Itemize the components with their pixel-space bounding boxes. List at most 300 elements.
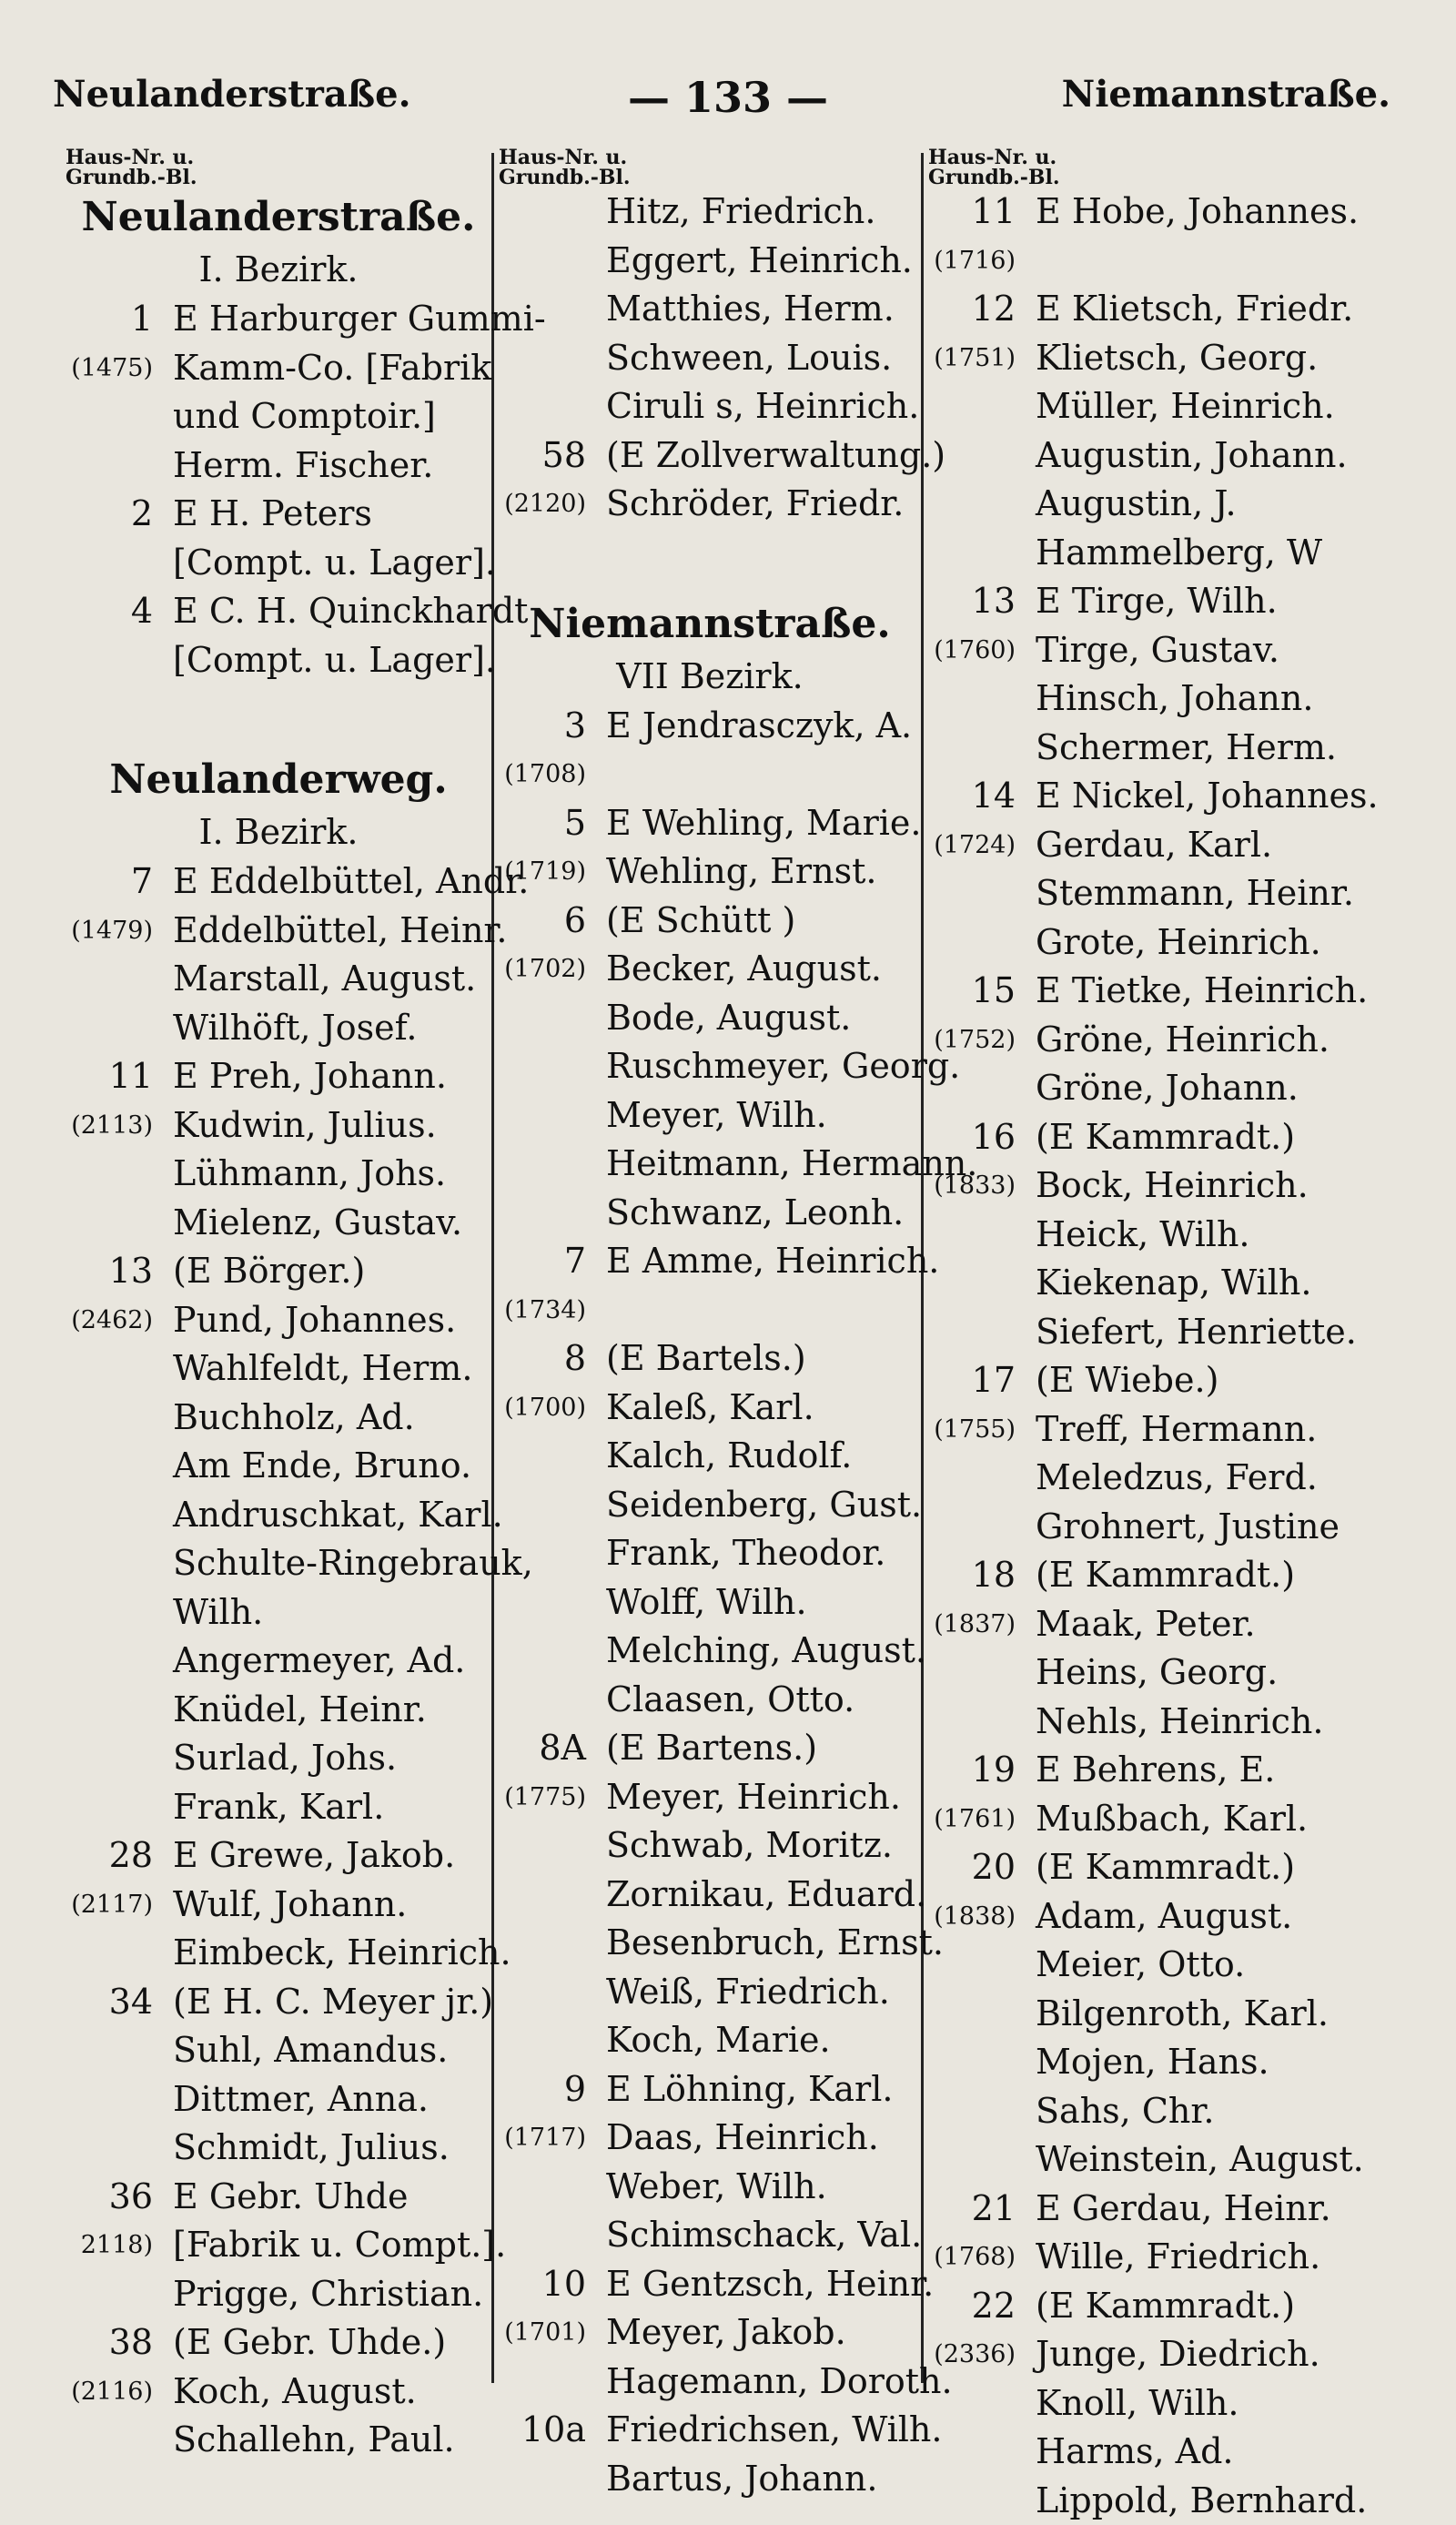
house-number: 2	[66, 490, 162, 539]
resident-name: Eggert, Heinrich.	[595, 237, 913, 286]
entry-line	[66, 2368, 491, 2417]
resident-name: Seidenberg, Gust.	[595, 1481, 922, 1530]
entry-line	[66, 1101, 491, 1151]
column-2	[499, 147, 921, 2396]
entry-line	[499, 2016, 921, 2065]
house-number: (1702)	[499, 945, 595, 994]
house-number: (2113)	[66, 1101, 162, 1151]
entry-line	[499, 1919, 921, 1968]
resident-name: Eimbeck, Heinrich.	[162, 1929, 511, 1978]
entry-line	[499, 1384, 921, 1433]
resident-name: (E Schütt )	[595, 897, 795, 946]
entry-line	[66, 1394, 491, 1443]
resident-name: Am Ende, Bruno.	[162, 1442, 471, 1491]
entry-line	[66, 1491, 491, 1540]
resident-name: Nehls, Heinrich.	[1025, 1698, 1323, 1747]
resident-name: Bilgenroth, Karl.	[1025, 1990, 1329, 2039]
entry-line	[66, 1052, 491, 1101]
resident-name: Mielenz, Gustav.	[162, 1199, 462, 1248]
resident-name: Suhl, Amandus.	[162, 2026, 448, 2075]
entry-line	[928, 1648, 1392, 1698]
entry-line	[499, 1578, 921, 1628]
entry-line	[499, 2260, 921, 2309]
resident-name: Besenbruch, Ernst.	[595, 1919, 944, 1968]
resident-name: Dittmer, Anna.	[162, 2075, 429, 2124]
house-number	[928, 1211, 1025, 1260]
house-number	[499, 237, 595, 286]
house-number	[928, 529, 1025, 578]
entry-line	[928, 1259, 1392, 1308]
entry-line	[66, 636, 491, 685]
house-number: (1837)	[928, 1600, 1025, 1649]
entry-line	[499, 702, 921, 751]
house-number	[66, 2026, 162, 2075]
resident-name: Weinstein, August.	[1025, 2135, 1364, 2185]
resident-name: Grote, Heinrich.	[1025, 918, 1321, 968]
entry-list	[499, 702, 921, 2504]
entry-line	[66, 441, 491, 491]
resident-name: E Hobe, Johannes.	[1025, 188, 1359, 237]
house-number: 8	[499, 1334, 595, 1384]
house-number: (1761)	[928, 1795, 1025, 1844]
house-number	[66, 636, 162, 685]
resident-name: Melching, August.	[595, 1627, 926, 1676]
resident-name: Hagemann, Doroth.	[595, 2358, 953, 2407]
resident-name: Schröder, Friedr.	[595, 480, 904, 529]
entry-line	[499, 2455, 921, 2504]
entry-line	[499, 188, 921, 237]
house-number	[499, 2211, 595, 2260]
house-number	[928, 2135, 1025, 2185]
resident-name: Schallehn, Paul.	[162, 2416, 455, 2465]
resident-name: E Behrens, E.	[1025, 1746, 1275, 1795]
resident-name: Surlad, Johs.	[162, 1734, 397, 1783]
house-number	[66, 1686, 162, 1735]
resident-name: Kiekenap, Wilh.	[1025, 1259, 1311, 1308]
entry-line	[66, 1588, 491, 1638]
house-number	[499, 2016, 595, 2065]
entry-line	[928, 1064, 1392, 1113]
house-number: 22	[928, 2282, 1025, 2331]
house-number	[499, 2358, 595, 2407]
entry-line	[499, 1481, 921, 1530]
running-head-right: Niemannstraße.	[1062, 73, 1390, 116]
resident-name: Müller, Heinrich.	[1025, 382, 1335, 431]
resident-name: Sahs, Chr.	[1025, 2087, 1214, 2136]
house-number	[499, 1091, 595, 1141]
house-number: (1775)	[499, 1773, 595, 1822]
entry-line	[499, 1871, 921, 1920]
house-number	[499, 1189, 595, 1238]
resident-name: und Comptoir.]	[162, 392, 436, 441]
resident-name: Zornikau, Eduard.	[595, 1871, 926, 1920]
entry-line	[499, 480, 921, 529]
house-number: 1	[66, 295, 162, 344]
entry-line	[499, 1286, 921, 1335]
resident-name: Kamm-Co. [Fabrik	[162, 344, 491, 393]
column-1	[66, 147, 491, 2396]
entry-line	[928, 2135, 1392, 2185]
entry-line	[928, 2038, 1392, 2087]
resident-name: Bartus, Johann.	[595, 2455, 877, 2504]
resident-name: [Compt. u. Lager].	[162, 636, 496, 685]
house-number: 34	[66, 1978, 162, 2027]
resident-name: Knoll, Wilh.	[1025, 2379, 1239, 2429]
house-number: 7	[499, 1237, 595, 1286]
house-number: 21	[928, 2185, 1025, 2234]
house-number	[66, 392, 162, 441]
entry-line	[928, 626, 1392, 675]
entry-line	[499, 1091, 921, 1141]
entry-line	[499, 2065, 921, 2114]
entry-line	[66, 2075, 491, 2124]
resident-name: Heick, Wilh.	[1025, 1211, 1250, 1260]
resident-name: Schulte-Ringebrauk,	[162, 1539, 533, 1588]
resident-name: Schween, Louis.	[595, 334, 892, 383]
house-number	[499, 285, 595, 334]
resident-name: E Grewe, Jakob.	[162, 1831, 455, 1881]
entry-line	[499, 382, 921, 431]
entry-line	[66, 344, 491, 393]
entry-line	[66, 2124, 491, 2173]
house-number: 4	[66, 587, 162, 636]
house-number: (1755)	[928, 1405, 1025, 1455]
resident-name: Heins, Georg.	[1025, 1648, 1278, 1698]
resident-name: Wahlfeldt, Herm.	[162, 1344, 472, 1394]
resident-name: Schermer, Herm.	[1025, 724, 1337, 773]
entry-line	[66, 587, 491, 636]
house-number	[499, 1968, 595, 2017]
resident-name: E Klietsch, Friedr.	[1025, 285, 1353, 334]
house-number: 13	[66, 1247, 162, 1296]
house-number	[928, 674, 1025, 724]
house-number: 2118)	[66, 2221, 162, 2270]
entry-line	[66, 490, 491, 539]
resident-name: Hitz, Friedrich.	[595, 188, 875, 237]
resident-name: Hammelberg, W	[1025, 529, 1322, 578]
resident-name: [Compt. u. Lager].	[162, 539, 496, 588]
resident-name: Schwanz, Leonh.	[595, 1189, 904, 1238]
entry-line	[928, 1551, 1392, 1600]
resident-name: (E Bartens.)	[595, 1724, 817, 1773]
house-number: (2336)	[928, 2330, 1025, 2379]
section-gap	[66, 684, 491, 750]
house-number	[928, 1454, 1025, 1503]
house-number	[928, 1259, 1025, 1308]
entry-line	[499, 237, 921, 286]
house-number	[928, 1648, 1025, 1698]
entry-line	[66, 295, 491, 344]
resident-name: Lühmann, Johs.	[162, 1150, 446, 1199]
resident-name: E Gerdau, Heinr.	[1025, 2185, 1331, 2234]
house-number	[66, 1588, 162, 1638]
entry-line	[66, 392, 491, 441]
house-number	[928, 2038, 1025, 2087]
entry-line	[928, 1211, 1392, 1260]
resident-name: Koch, Marie.	[595, 2016, 831, 2065]
resident-name: (E Wiebe.)	[1025, 1356, 1218, 1405]
entry-list	[66, 295, 491, 684]
resident-name: Meier, Otto.	[1025, 1941, 1245, 1990]
column-header: Haus-Nr. u. Grundb.-Bl.	[499, 147, 921, 188]
resident-name: (E Bartels.)	[595, 1334, 806, 1384]
house-number: 20	[928, 1843, 1025, 1892]
house-number	[499, 1676, 595, 1725]
entry-line	[499, 2114, 921, 2163]
entry-line	[928, 431, 1392, 481]
entry-line	[499, 1968, 921, 2017]
house-number: (1833)	[928, 1161, 1025, 1211]
house-number: (2117)	[66, 1881, 162, 1930]
resident-name: Daas, Heinrich.	[595, 2114, 879, 2163]
house-number: 6	[499, 897, 595, 946]
house-number: (1475)	[66, 344, 162, 393]
resident-name: Marstall, August.	[162, 955, 476, 1004]
resident-name: E Amme, Heinrich.	[595, 1237, 939, 1286]
entry-line	[499, 285, 921, 334]
resident-name: Heitmann, Hermann.	[595, 1140, 977, 1189]
house-number	[499, 1140, 595, 1189]
resident-name: E Tietke, Heinrich.	[1025, 967, 1368, 1016]
house-number: (1700)	[499, 1384, 595, 1433]
resident-name: Wilhöft, Josef.	[162, 1004, 417, 1053]
resident-name: Koch, August.	[162, 2368, 417, 2417]
entry-line	[66, 857, 491, 907]
house-number	[66, 539, 162, 588]
entry-line	[499, 750, 921, 799]
house-number: 15	[928, 967, 1025, 1016]
house-number: (2120)	[499, 480, 595, 529]
resident-name: Augustin, Johann.	[1025, 431, 1348, 481]
house-number	[928, 2379, 1025, 2429]
entry-line	[499, 1821, 921, 1871]
house-number	[928, 2428, 1025, 2477]
entry-line	[928, 967, 1392, 1016]
house-number	[66, 1491, 162, 1540]
entry-line	[928, 1308, 1392, 1357]
house-number	[66, 1734, 162, 1783]
resident-name: Bock, Heinrich.	[1025, 1161, 1309, 1211]
entry-line	[499, 2358, 921, 2407]
house-number	[928, 1308, 1025, 1357]
entry-line	[928, 869, 1392, 918]
resident-name: Wilh.	[162, 1588, 263, 1638]
entry-line	[66, 1150, 491, 1199]
entry-line	[66, 2173, 491, 2222]
entry-line	[499, 1724, 921, 1773]
house-number	[928, 2087, 1025, 2136]
resident-name: Kalch, Rudolf.	[595, 1432, 852, 1481]
resident-name: (E Kammradt.)	[1025, 1551, 1295, 1600]
resident-name: Meyer, Wilh.	[595, 1091, 827, 1141]
resident-name: (E H. C. Meyer jr.)	[162, 1978, 493, 2027]
entry-line	[928, 821, 1392, 870]
house-number	[66, 2270, 162, 2319]
entry-line	[928, 2428, 1392, 2477]
entry-line	[66, 2416, 491, 2465]
entry-line	[66, 2026, 491, 2075]
house-number	[66, 441, 162, 491]
house-number	[66, 1783, 162, 1832]
resident-name: Gröne, Heinrich.	[1025, 1016, 1330, 1065]
resident-name: (E Kammradt.)	[1025, 2282, 1295, 2331]
house-number	[928, 431, 1025, 481]
running-head-left: Neulanderstraße.	[53, 73, 411, 116]
entry-line	[928, 772, 1392, 821]
resident-name: Tirge, Gustav.	[1025, 626, 1279, 675]
house-number: 16	[928, 1113, 1025, 1162]
house-number: (1716)	[928, 237, 1025, 286]
house-number: 11	[66, 1052, 162, 1101]
entry-line	[499, 1529, 921, 1578]
resident-name: E Preh, Johann.	[162, 1052, 447, 1101]
resident-name: Gröne, Johann.	[1025, 1064, 1299, 1113]
entry-line	[928, 1503, 1392, 1552]
entry-line	[66, 2270, 491, 2319]
entry-line	[499, 334, 921, 383]
house-number: (1719)	[499, 847, 595, 897]
house-number: 3	[499, 702, 595, 751]
resident-name: Knüdel, Heinr.	[162, 1686, 427, 1735]
resident-name: Siefert, Henriette.	[1025, 1308, 1357, 1357]
street-heading: Neulanderweg.	[66, 754, 491, 806]
section-list	[66, 191, 491, 2465]
entry-line	[928, 237, 1392, 286]
resident-name: Schimschack, Val.	[595, 2211, 922, 2260]
resident-name: Gerdau, Karl.	[1025, 821, 1272, 870]
resident-name: Klietsch, Georg.	[1025, 334, 1318, 383]
column-divider	[491, 153, 494, 2383]
resident-name: Kudwin, Julius.	[162, 1101, 437, 1151]
resident-name: Augustin, J.	[1025, 480, 1237, 529]
entry-line	[928, 724, 1392, 773]
house-number	[499, 1481, 595, 1530]
entry-line	[928, 334, 1392, 383]
entry-line	[928, 2233, 1392, 2282]
house-number: 10	[499, 2260, 595, 2309]
resident-name: (E Kammradt.)	[1025, 1843, 1295, 1892]
resident-name: Ruschmeyer, Georg.	[595, 1042, 960, 1091]
house-number: (1752)	[928, 1016, 1025, 1065]
resident-name: Schwab, Moritz.	[595, 1821, 893, 1871]
entry-line	[928, 1113, 1392, 1162]
house-number: 28	[66, 1831, 162, 1881]
entry-line	[66, 1734, 491, 1783]
resident-name: Junge, Diedrich.	[1025, 2330, 1320, 2379]
resident-name: Prigge, Christian.	[162, 2270, 483, 2319]
house-number: 10a	[499, 2406, 595, 2455]
resident-name: Ciruli s, Heinrich.	[595, 382, 919, 431]
house-number: 38	[66, 2318, 162, 2368]
resident-name: Frank, Theodor.	[595, 1529, 885, 1578]
resident-name: Andruschkat, Karl.	[162, 1491, 503, 1540]
entry-line	[928, 529, 1392, 578]
entry-line	[928, 2379, 1392, 2429]
entry-line	[499, 897, 921, 946]
house-number: 13	[928, 577, 1025, 626]
entry-line	[928, 1454, 1392, 1503]
house-number	[499, 1627, 595, 1676]
resident-name: Buchholz, Ad.	[162, 1394, 415, 1443]
resident-name: Friedrichsen, Wilh.	[595, 2406, 942, 2455]
resident-name: Treff, Hermann.	[1025, 1405, 1317, 1455]
resident-name: E Gebr. Uhde	[162, 2173, 408, 2222]
entry-line	[66, 2221, 491, 2270]
entry-line	[66, 1831, 491, 1881]
entry-line	[499, 799, 921, 848]
entry-line	[66, 1442, 491, 1491]
entry-line	[928, 2330, 1392, 2379]
entry-line	[66, 1247, 491, 1296]
resident-name: Meledzus, Ferd.	[1025, 1454, 1318, 1503]
house-number: (1717)	[499, 2114, 595, 2163]
entry-line	[499, 2406, 921, 2455]
entry-line	[499, 1773, 921, 1822]
house-number: 11	[928, 188, 1025, 237]
resident-name: Meyer, Jakob.	[595, 2308, 846, 2358]
house-number: 58	[499, 431, 595, 481]
house-number: (1708)	[499, 750, 595, 799]
resident-name: (E Gebr. Uhde.)	[162, 2318, 446, 2368]
column-header: Haus-Nr. u. Grundb.-Bl.	[928, 147, 1392, 188]
resident-name: E Jendrasczyk, A.	[595, 702, 912, 751]
house-number	[66, 1150, 162, 1199]
entry-line	[499, 431, 921, 481]
house-number	[499, 188, 595, 237]
entry-line	[499, 2308, 921, 2358]
resident-name: Adam, August.	[1025, 1892, 1292, 1942]
page-number: — 133 —	[0, 73, 1456, 122]
resident-name: (E Kammradt.)	[1025, 1113, 1295, 1162]
entry-line	[928, 1405, 1392, 1455]
district-label: I. Bezirk.	[66, 806, 491, 857]
entry-line	[928, 2087, 1392, 2136]
house-number	[928, 918, 1025, 968]
entry-line	[928, 2477, 1392, 2525]
house-number: (1734)	[499, 1286, 595, 1335]
resident-name: E Gentzsch, Heinr.	[595, 2260, 934, 2309]
house-number	[66, 2075, 162, 2124]
entry-line	[499, 1676, 921, 1725]
entry-line	[928, 918, 1392, 968]
resident-name: (E Börger.)	[162, 1247, 365, 1296]
resident-name: Eddelbüttel, Heinr.	[162, 907, 508, 956]
resident-name	[595, 750, 606, 799]
entry-line	[928, 674, 1392, 724]
entry-line	[499, 945, 921, 994]
house-number	[499, 1432, 595, 1481]
house-number	[928, 480, 1025, 529]
resident-name: Herm. Fischer.	[162, 441, 433, 491]
house-number	[928, 382, 1025, 431]
entry-line	[928, 1016, 1392, 1065]
house-number: 9	[499, 2065, 595, 2114]
column-header: Haus-Nr. u. Grundb.-Bl.	[66, 147, 491, 188]
resident-name: Wille, Friedrich.	[1025, 2233, 1320, 2282]
street-heading: Niemannstraße.	[499, 598, 921, 651]
resident-name: (E Zollverwaltung.)	[595, 431, 945, 481]
entry-line	[928, 1843, 1392, 1892]
house-number	[66, 1929, 162, 1978]
entry-line	[928, 382, 1392, 431]
resident-name: Claasen, Otto.	[595, 1676, 854, 1725]
house-number: 18	[928, 1551, 1025, 1600]
house-number	[66, 1442, 162, 1491]
house-number: (1768)	[928, 2233, 1025, 2282]
resident-name: [Fabrik u. Compt.].	[162, 2221, 506, 2270]
resident-name: E Eddelbüttel, Andr.	[162, 857, 529, 907]
entry-line	[499, 847, 921, 897]
